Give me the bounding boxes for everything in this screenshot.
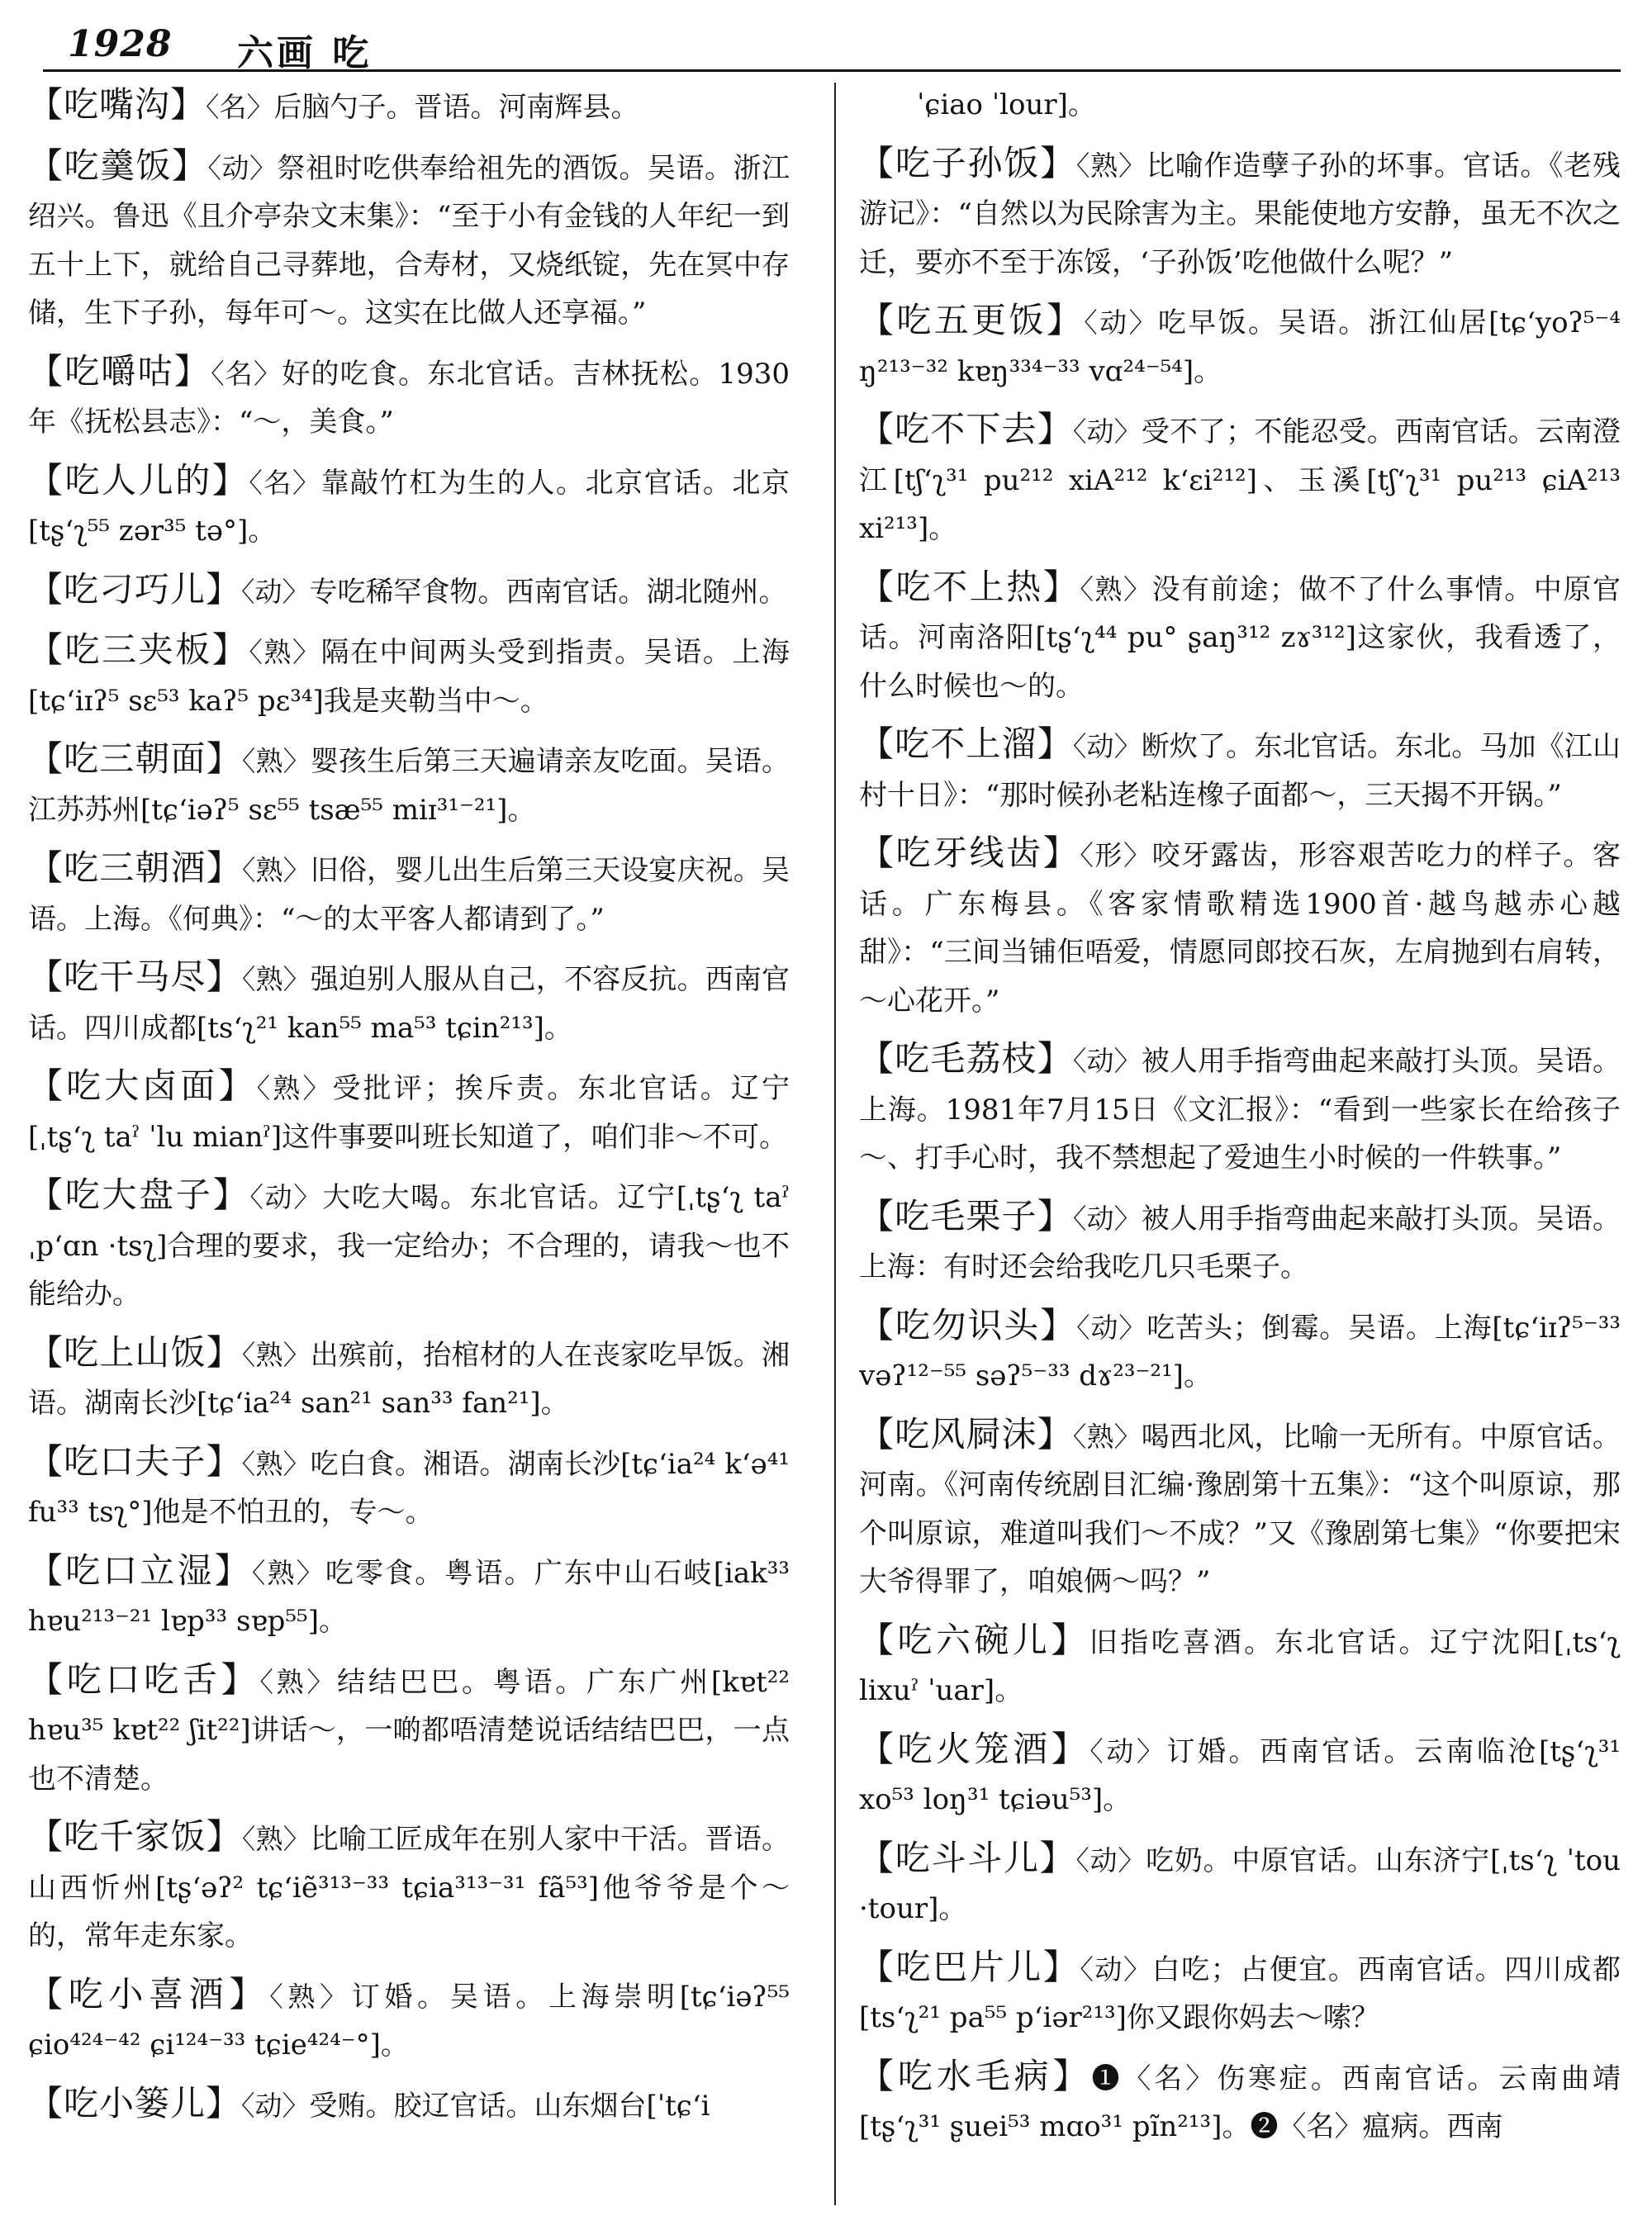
dictionary-entry (859, 563, 1621, 711)
dictionary-entry (28, 1971, 790, 2070)
part-of-speech: 〈动〉 (249, 1181, 323, 1213)
dictionary-entry (28, 1062, 790, 1161)
part-of-speech: 〈动〉 (1080, 1952, 1152, 1986)
dictionary-entry (28, 844, 790, 943)
page-number: 1928 (68, 23, 173, 65)
part-of-speech: 〈熟〉 (241, 745, 311, 777)
part-of-speech: 〈动〉 (1076, 1311, 1147, 1344)
entry-definition: 断炊了。东北官话。东北。马加《江山村十日》：“那时候孙老粘连橡子面都～，三天揭不开锅。” (859, 730, 1621, 812)
entry-headword: 【吃千家饭】 (28, 1816, 242, 1857)
entry-headword: 【吃毛荔枝】 (859, 1038, 1073, 1079)
entry-definition: 订婚。西南官话。云南临沧[tʂʻʅ³¹ xo⁵³ loŋ³¹ tɕiəu⁵³]。 (859, 1734, 1621, 1816)
entry-headword: 【吃嘴沟】 (28, 84, 206, 125)
dictionary-entry (859, 1193, 1621, 1292)
entry-definition: 祭祖时吃供奉给祖先的酒饭。吴语。浙江绍兴。鲁迅《且介亭杂文末集》：“至于小有金钱的人年纪一到五十上下，就给自己寻葬地，合寿材，又烧纸锭，先在冥中存储，生下子孙，每年可～。这实在比做人还享福。” (28, 151, 790, 330)
section-title: 六画 吃 (237, 32, 373, 74)
part-of-speech: 〈动〉 (1075, 1843, 1146, 1877)
entry-headword: 【吃口立湿】 (28, 1549, 252, 1591)
part-of-speech: 〈熟〉 (1080, 572, 1152, 605)
entry-headword: 【吃嚼咕】 (28, 350, 211, 391)
entry-headword: 【吃口吃舌】 (28, 1658, 260, 1700)
entry-headword: 【吃六碗儿】 (859, 1619, 1089, 1660)
dictionary-entry (859, 1302, 1621, 1401)
entry-definition: 没有前途；做不了什么事情。中原官话。河南洛阳[tʂʻʅ⁴⁴ pu° ʂaŋ³¹² zɤ³¹²]这家伙，我看透了，什么时候也～的。 (859, 572, 1621, 703)
entry-headword: 【吃不上热】 (859, 566, 1080, 607)
dictionary-entry (859, 406, 1621, 553)
part-of-speech: 〈动〉 (207, 151, 278, 184)
part-of-speech: 〈熟〉 (241, 1823, 311, 1855)
entry-headword: 【吃羹饭】 (28, 145, 208, 186)
entry-definition: 受批评；挨斥责。东北官话。辽宁[ˌtʂʻʅ taˀ ˈlu mianˀ]这件事要叫班长知道了，咱们非～不可。 (28, 1072, 790, 1154)
entry-headword: 【吃刁巧儿】 (28, 568, 242, 610)
part-of-speech: 〈动〉 (1089, 1734, 1167, 1767)
part-of-speech: 〈动〉 (1084, 306, 1158, 339)
dictionary-entry (28, 953, 790, 1052)
entry-definition: 白吃；占便宜。西南官话。四川成都[tsʻʅ²¹ pa⁵⁵ pʻiər²¹³]你又跟你妈去～嗦？ (859, 1952, 1621, 2034)
part-of-speech: 〈熟〉 (241, 963, 311, 995)
dictionary-entry (28, 81, 790, 132)
part-of-speech: 〈熟〉 (241, 854, 311, 886)
dictionary-entry (28, 2080, 790, 2131)
dictionary-entry (28, 1329, 790, 1428)
part-of-speech: 〈形〉 (1080, 839, 1152, 871)
entry-headword: 【吃大盘子】 (28, 1174, 250, 1215)
dictionary-entry (28, 626, 790, 725)
dictionary-entry (28, 1438, 790, 1537)
entry-headword: 【吃巴片儿】 (859, 1946, 1080, 1987)
entry-definition: 专吃稀罕食物。西南官话。湖北随州。 (309, 575, 787, 609)
entry-headword: 【吃不下去】 (859, 409, 1073, 449)
entry-definition: 喝西北风，比喻一无所有。中原官话。河南。《河南传统剧目汇编·豫剧第十五集》：“这个叫原谅，那个叫原谅，难道叫我们～不成？”又《豫剧第七集》“你要把宋大爷得罪了，咱娘俩～吗？” (859, 1420, 1621, 1598)
entry-sense: ❶〈名〉伤寒症。西南官话。云南曲靖[tʂʻʅ³¹ ʂuei⁵³ mɑo³¹ pĩn²¹³]。 (859, 2062, 1621, 2143)
entry-continuation: ˈɕiao ˈlour]。 (917, 88, 1096, 121)
part-of-speech: 〈动〉 (241, 2089, 310, 2122)
dictionary-entry (859, 2052, 1621, 2152)
dictionary-entry (28, 457, 790, 556)
entry-definition: 婴孩生后第三天遍请亲友吃面。吴语。江苏苏州[tɕʻiəʔ⁵ sɛ⁵⁵ tsæ⁵⁵ miɪ³¹⁻²¹]。 (28, 745, 790, 827)
entry-headword: 【吃人儿的】 (28, 459, 249, 501)
entry-definition: 靠敲竹杠为生的人。北京官话。北京[tʂʻʅ⁵⁵ zər³⁵ tə°]。 (28, 466, 790, 548)
dictionary-entry (859, 1725, 1621, 1824)
part-of-speech: 〈动〉 (1072, 1202, 1142, 1235)
part-of-speech: 〈熟〉 (1072, 1420, 1142, 1453)
entry-definition: 吃苦头；倒霉。吴语。上海[tɕʻiɪʔ⁵⁻³³ vəʔ¹²⁻⁵⁵ səʔ⁵⁻³³ dɤ²³⁻²¹]。 (859, 1311, 1621, 1393)
entry-headword: 【吃三朝面】 (28, 738, 242, 779)
entry-definition: 后脑勺子。晋语。河南辉县。 (273, 91, 639, 124)
dictionary-entry (28, 1171, 790, 1319)
entry-headword: 【吃口夫子】 (28, 1440, 242, 1482)
part-of-speech: 〈熟〉 (241, 1338, 311, 1371)
part-of-speech: 〈名〉 (211, 357, 282, 390)
entry-headword: 【吃三夹板】 (28, 629, 249, 670)
entry-headword: 【吃不上溜】 (859, 724, 1073, 764)
part-of-speech: 〈动〉 (1072, 1045, 1142, 1077)
entry-headword: 【吃三朝酒】 (28, 847, 242, 888)
dictionary-entry (28, 348, 790, 447)
part-of-speech: 〈动〉 (1072, 730, 1142, 762)
entry-definition: 出殡前，抬棺材的人在丧家吃早饭。湘语。湖南长沙[tɕʻia²⁴ san²¹ san³³ fan²¹]。 (28, 1338, 790, 1420)
part-of-speech: 〈熟〉 (256, 1072, 333, 1104)
entry-headword: 【吃上山饭】 (28, 1331, 242, 1373)
part-of-speech: 〈熟〉 (1075, 149, 1146, 182)
dictionary-entry (859, 1411, 1621, 1606)
dictionary-entry (859, 720, 1621, 819)
part-of-speech: 〈熟〉 (259, 1665, 338, 1698)
entry-headword: 【吃五更饭】 (859, 300, 1085, 340)
part-of-speech: 〈动〉 (1072, 415, 1142, 448)
entry-definition: 旧指吃喜酒。东北官话。辽宁沈阳[ˌtsʻʅ lixuˀ ˈuar]。 (859, 1625, 1621, 1707)
entry-definition: 吃奶。中原官话。山东济宁[ˌtsʻʅ ˈtou ·tour]。 (859, 1843, 1621, 1925)
entry-definition: 吃零食。粤语。广东中山石岐[iak³³ hɐu²¹³⁻²¹ lɐp³³ sɐp⁵⁵]。 (28, 1556, 790, 1638)
left-column (28, 81, 790, 2220)
entry-headword: 【吃小篓儿】 (28, 2082, 242, 2123)
dictionary-entry (28, 735, 790, 834)
dictionary-entry (859, 1035, 1621, 1183)
part-of-speech: 〈熟〉 (241, 1447, 311, 1480)
dictionary-entry (859, 1616, 1621, 1715)
part-of-speech: 〈熟〉 (269, 1980, 352, 2013)
entry-definition: 吃白食。湘语。湖南长沙[tɕʻia²⁴ kʻə⁴¹ fu³³ tsʅ°]他是不怕丑的，专～。 (28, 1447, 790, 1529)
entry-headword: 【吃小喜酒】 (28, 1973, 270, 2014)
entry-definition: 受不了；不能忍受。西南官话。云南澄江[tʃʻʅ³¹ pu²¹² xiA²¹² kʻɛi²¹²]、玉溪[tʃʻʅ³¹ pu²¹³ ɕiA²¹³ xi²¹³]。 (859, 415, 1621, 545)
dictionary-entry (28, 1547, 790, 1646)
entry-headword: 【吃勿识头】 (859, 1304, 1077, 1345)
dictionary-entry (859, 1834, 1621, 1933)
entry-headword: 【吃火笼酒】 (859, 1728, 1090, 1769)
entry-definition: 被人用手指弯曲起来敲打头顶。吴语。上海。1981年7月15日《文汇报》：“看到一些家长在给孩子～、打手心时，我不禁想起了爱迪生小时候的一件轶事。” (859, 1045, 1621, 1174)
entry-headword: 【吃大卤面】 (28, 1065, 257, 1106)
entry-definition: 结结巴巴。粤语。广东广州[kɐt²² hɐu³⁵ kɐt²² ʃit²²]讲话～，一啲都唔清楚说话结结巴巴，一点也不清楚。 (28, 1665, 790, 1796)
part-of-speech: 〈名〉 (249, 466, 321, 499)
entry-headword: 【吃风屙沫】 (859, 1413, 1073, 1454)
entry-definition: 被人用手指弯曲起来敲打头顶。吴语。上海：有时还会给我吃几只毛栗子。 (859, 1202, 1621, 1283)
right-column (859, 81, 1621, 2220)
entry-headword: 【吃毛栗子】 (859, 1195, 1073, 1236)
entry-headword: 【吃牙线齿】 (859, 833, 1080, 873)
part-of-speech: 〈熟〉 (251, 1556, 325, 1589)
column-divider (834, 83, 836, 2205)
entry-headword: 【吃干马尽】 (28, 956, 242, 997)
dictionary-entry (859, 829, 1621, 1025)
entry-definition: 订婚。吴语。上海崇明[tɕʻiəʔ⁵⁵ ɕio⁴²⁴⁻⁴² ɕi¹²⁴⁻³³ tɕie⁴²⁴⁻°]。 (28, 1980, 790, 2062)
part-of-speech: 〈动〉 (241, 575, 310, 608)
dictionary-entry (28, 1813, 790, 1961)
entry-definition: 比喻工匠成年在别人家中干活。晋语。山西忻州[tʂʻəʔ² tɕʻiẽ³¹³⁻³³ tɕia³¹³⁻³¹ fã⁵³]他爷爷是个～的，常年走东家。 (28, 1823, 790, 1952)
entry-definition: 比喻作造孽子孙的坏事。官话。《老残游记》：“自然以为民除害为主。果能使地方安静，虽无不次之迁，要亦不至于冻馁，‘子孙饭’吃他做什么呢？” (859, 149, 1621, 279)
dictionary-entry (859, 297, 1621, 396)
entry-definition: 好的吃食。东北官话。吉林抚松。1930年《抚松县志》：“～，美食。” (28, 357, 790, 439)
dictionary-entry (28, 142, 790, 338)
entry-definition: 大吃大喝。东北官话。辽宁[ˌtʂʻʅ taˀ ˌpʻɑn ·tsʅ]合理的要求，我一定给办；不合理的，请我～也不能给办。 (28, 1181, 790, 1311)
part-of-speech: 〈熟〉 (249, 636, 321, 668)
entry-definition: 咬牙露齿，形容艰苦吃力的样子。客话。广东梅县。《客家情歌精选1900首·越鸟越赤心越甜》：“三间当铺佢唔爱，情愿同郎挍石灰，左肩抛到右肩转，～心花开。” (859, 839, 1621, 1018)
entry-definition: 隔在中间两头受到指责。吴语。上海[tɕʻiɪʔ⁵ sɛ⁵³ kaʔ⁵ pɛ³⁴]我是夹勒当中～。 (28, 636, 790, 718)
dictionary-entry (859, 1943, 1621, 2043)
entry-headword: 【吃斗斗儿】 (859, 1837, 1076, 1878)
part-of-speech: 〈名〉 (206, 91, 274, 123)
dictionary-entry (28, 1656, 790, 1804)
entry-definition: 吃早饭。吴语。浙江仙居[tɕʻyoʔ⁵⁻⁴ ŋ²¹³⁻³² kɐŋ³³⁴⁻³³ vɑ²⁴⁻⁵⁴]。 (859, 306, 1621, 388)
entry-definition: 强迫别人服从自己，不容反抗。西南官话。四川成都[tsʻʅ²¹ kan⁵⁵ ma⁵³ tɕin²¹³]。 (28, 963, 790, 1045)
entry-headword: 【吃子孙饭】 (859, 142, 1076, 183)
entry-definition: 旧俗，婴儿出生后第三天设宴庆祝。吴语。上海。《何典》：“～的太平客人都请到了。” (28, 854, 790, 936)
entry-definition: 受贿。胶辽官话。山东烟台[ˈtɕʻi (309, 2089, 710, 2123)
entry-headword: 【吃水毛病】 (859, 2055, 1092, 2096)
dictionary-entry (859, 140, 1621, 287)
dictionary-entry (28, 566, 790, 617)
entry-sense: ❷〈名〉瘟病。西南 (1250, 2110, 1503, 2143)
page-header (43, 18, 1621, 72)
